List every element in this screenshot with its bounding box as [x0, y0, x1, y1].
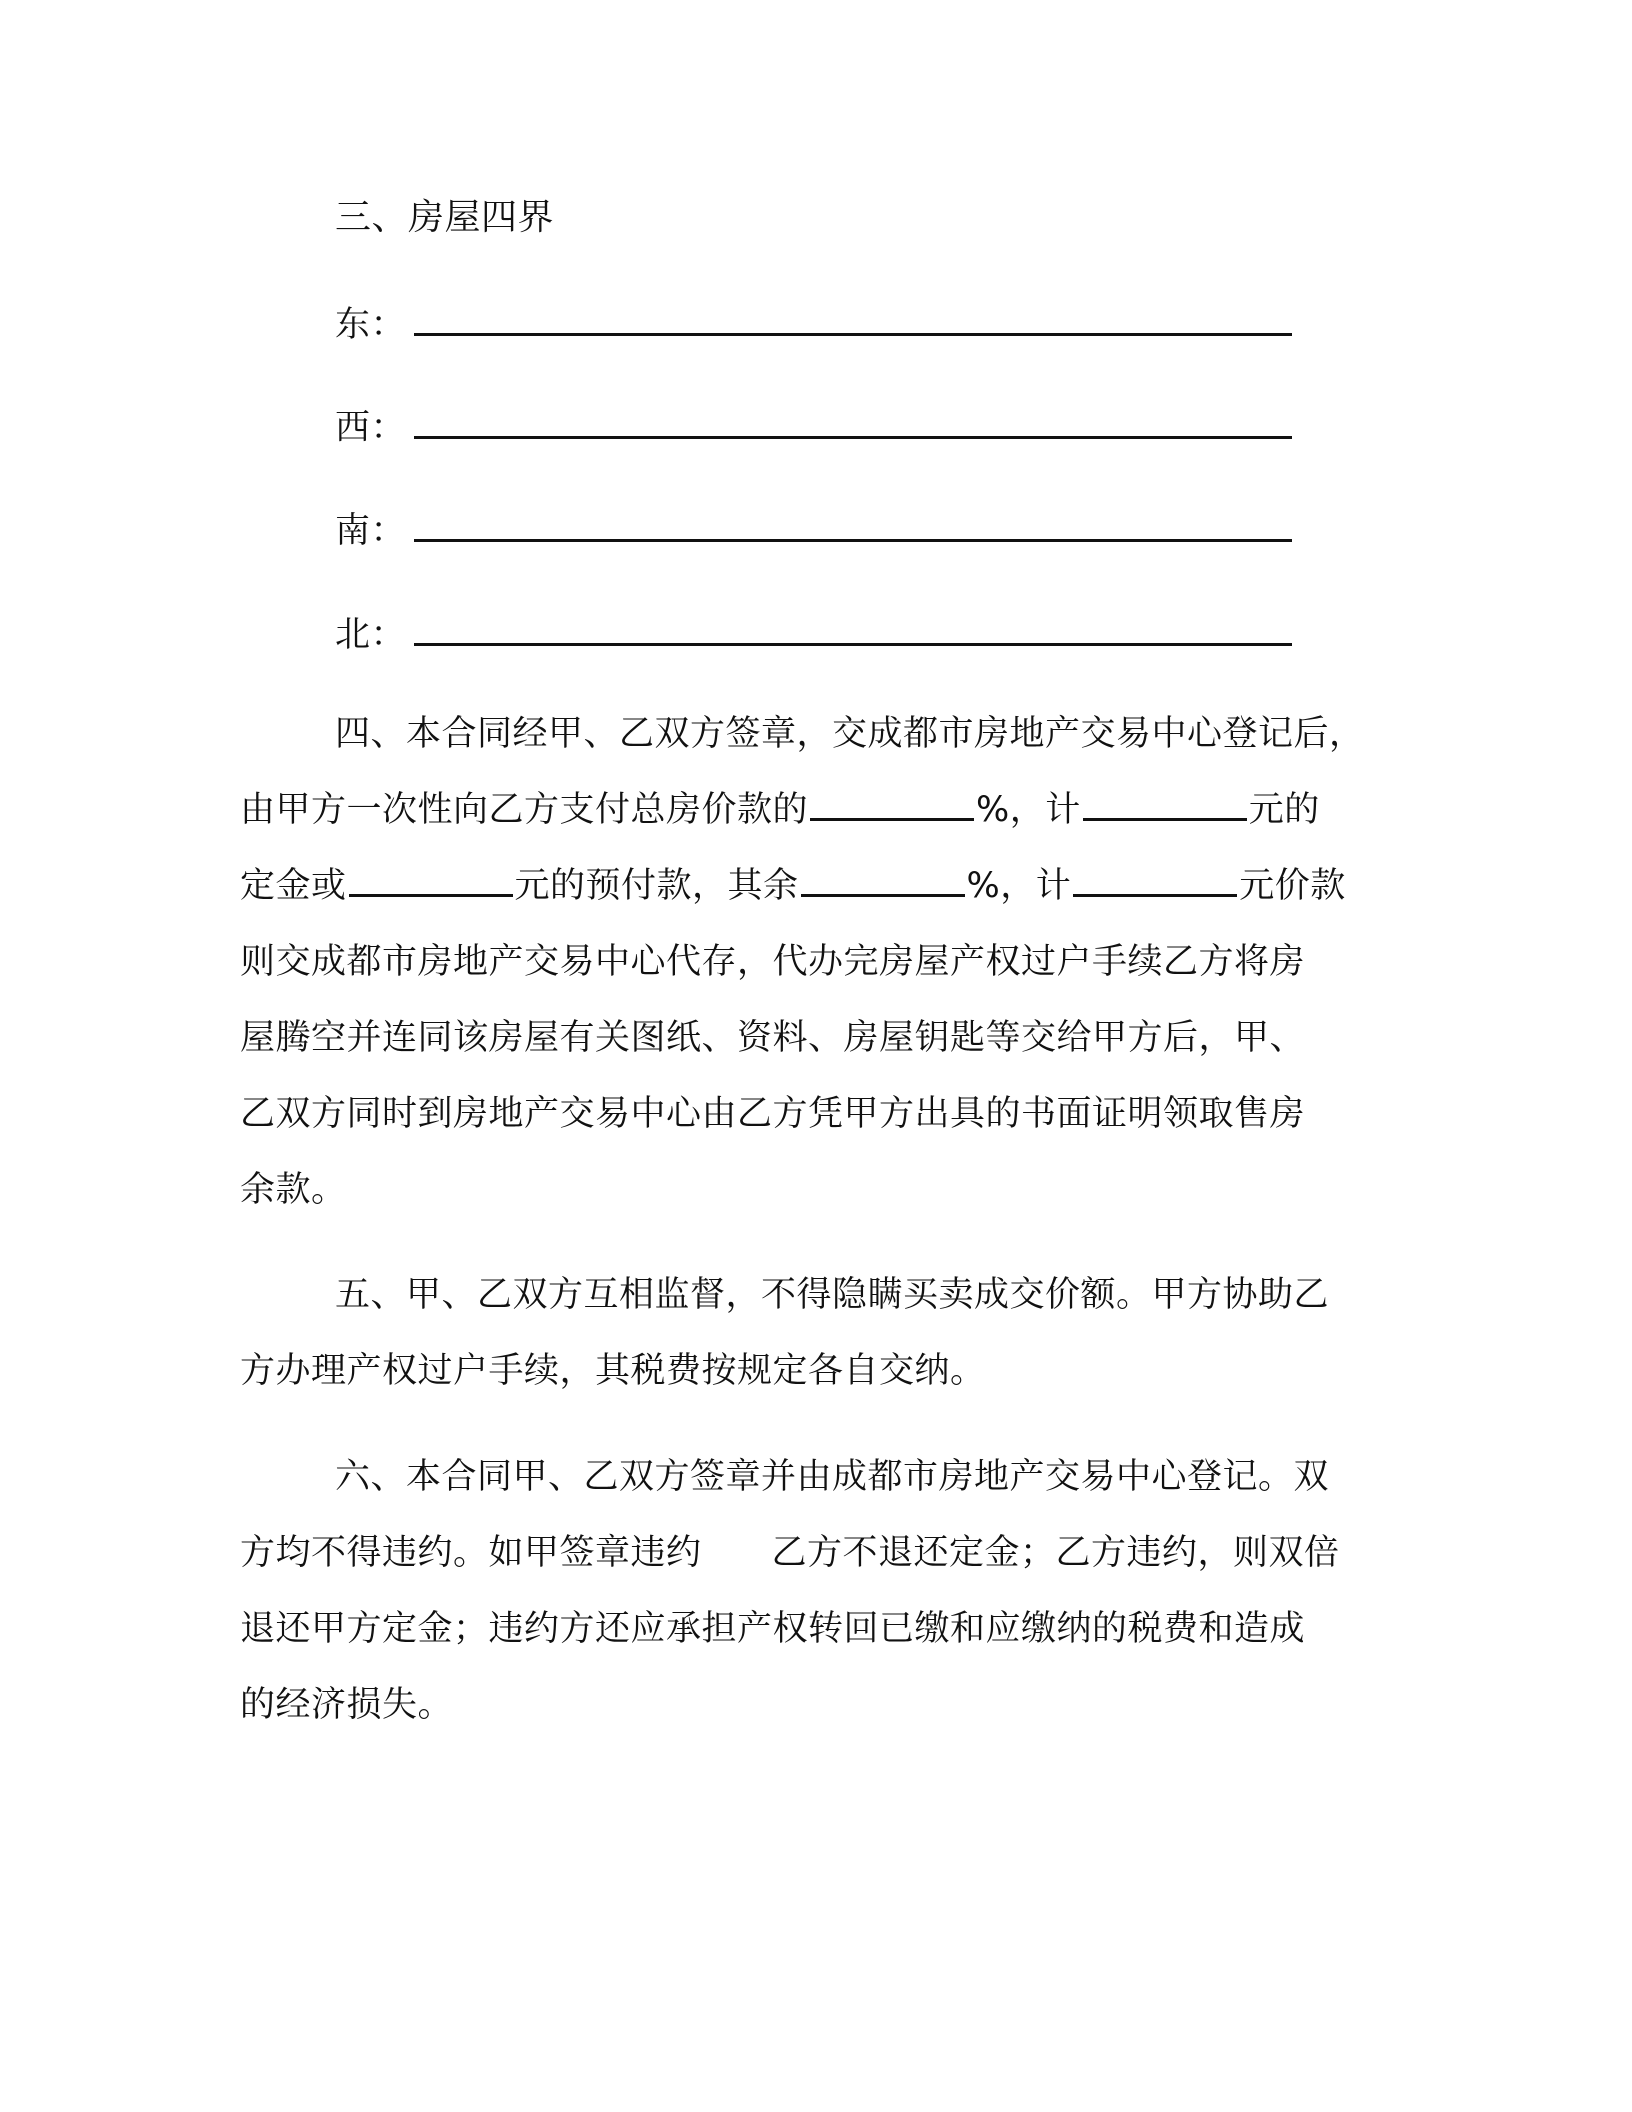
section-4-line-3	[240, 864, 1346, 908]
section-4-text-3c: %，计	[966, 866, 1072, 906]
section-4-text-2b: %，计	[976, 790, 1081, 830]
boundary-south	[335, 509, 1292, 553]
south-label: 南：	[335, 511, 407, 551]
north-blank	[414, 613, 1292, 646]
boundary-west	[335, 406, 1292, 450]
section-4-text-3b: 元的预付款，其余	[514, 866, 799, 906]
section-6-text-4: 的经济损失。	[240, 1685, 454, 1725]
boundary-east	[335, 303, 1292, 347]
west-blank	[414, 406, 1292, 439]
section-4-line-4	[240, 940, 1305, 984]
section-4-line-1	[335, 712, 1365, 756]
section-6-line-2	[240, 1531, 1340, 1575]
section-5-text-2: 方办理产权过户手续，其税费按规定各自交纳。	[240, 1351, 986, 1391]
section-4-line-5	[240, 1016, 1305, 1060]
section-4-text-4: 则交成都市房地产交易中心代存，代办完房屋产权过户手续乙方将房	[240, 942, 1306, 982]
section-4-line-2	[240, 788, 1320, 832]
section-3-heading	[335, 196, 554, 240]
section-6-text-2b: 乙方不退还定金；乙方违约，则双倍	[771, 1533, 1340, 1573]
section-4-text-6: 乙双方同时到房地产交易中心由乙方凭甲方出具的书面证明领取售房	[240, 1094, 1306, 1134]
section-6-line-3	[240, 1607, 1305, 1651]
east-label: 东：	[335, 305, 407, 345]
west-label: 西：	[335, 408, 407, 448]
section-4-text-2c: 元的	[1248, 790, 1320, 830]
section-4-line-6	[240, 1092, 1305, 1136]
section-5-text-1: 五、甲、乙双方互相监督，不得隐瞒买卖成交价额。甲方协助乙	[335, 1275, 1330, 1315]
amount-blank-1	[1083, 788, 1247, 821]
section-4-line-7	[240, 1168, 347, 1212]
section-5-line-2	[240, 1349, 986, 1393]
section-4-text-3a: 定金或	[240, 866, 347, 906]
section-6-text-1: 六、本合同甲、乙双方签章并由成都市房地产交易中心登记。双	[335, 1457, 1330, 1497]
section-6-line-4	[240, 1683, 453, 1727]
section-5-line-1	[335, 1273, 1329, 1317]
east-blank	[414, 303, 1292, 336]
section-4-text-3d: 元价款	[1239, 866, 1346, 906]
north-label: 北：	[335, 615, 407, 655]
south-blank	[414, 509, 1292, 542]
amount-blank-2	[1073, 864, 1237, 897]
boundary-north	[335, 613, 1292, 657]
deposit-blank	[349, 864, 513, 897]
section-4-text-5: 屋腾空并连同该房屋有关图纸、资料、房屋钥匙等交给甲方后，甲、	[240, 1018, 1306, 1058]
section-6-line-1	[335, 1455, 1329, 1499]
percent-blank-1	[810, 788, 974, 821]
section-4-text-1: 四、本合同经甲、乙双方签章，交成都市房地产交易中心登记后，	[335, 714, 1365, 754]
section-6-text-3: 退还甲方定金；违约方还应承担产权转回已缴和应缴纳的税费和造成	[240, 1609, 1306, 1649]
section-3-heading-text: 三、房屋四界	[335, 197, 555, 238]
percent-blank-2	[801, 864, 965, 897]
section-4-text-2a: 由甲方一次性向乙方支付总房价款的	[240, 790, 809, 830]
section-4-text-7: 余款。	[240, 1170, 347, 1210]
section-6-text-2a: 方均不得违约。如甲签章违约	[240, 1533, 702, 1573]
